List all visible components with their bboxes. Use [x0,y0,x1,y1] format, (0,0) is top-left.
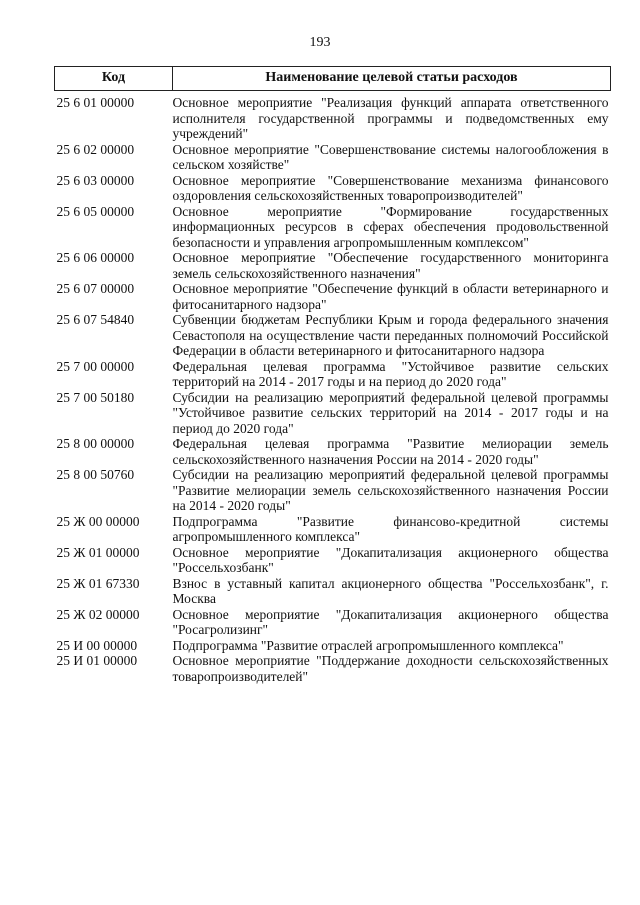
table-row [55,436,611,467]
header-code: Код [55,67,173,91]
row-name: Подпрограмма "Развитие финансово-кредитной системы агропромышленного комплекса" [172,513,609,544]
table-header-row [55,67,611,91]
page-number: 193 [309,35,331,50]
table-row [55,142,611,173]
row-name: Подпрограмма "Развитие отраслей агропромышленного комплекса" [172,637,564,653]
table-row [55,312,611,359]
row-code: 25 6 02 00000 [56,141,135,157]
row-name: Федеральная целевая программа "Развитие мелиорации земель сельскохозяйственного назначения России на 2014 - 2020 годы" [172,436,609,467]
row-code: 25 6 07 00000 [56,281,135,296]
row-code: 25 6 07 54840 [56,312,135,327]
row-code: 25 6 03 00000 [56,172,135,188]
row-name: Основное мероприятие "Обеспечение функций в области ветеринарного и фитосанитарного надзора" [172,281,609,312]
row-code: 25 И 01 00000 [56,653,138,668]
row-name: Субсидии на реализацию мероприятий федеральной целевой программы "Устойчивое развитие сельских территорий на 2014 - 2017 годы и на период до 2020 года" [172,389,609,436]
row-code: 25 7 00 50180 [56,389,135,405]
row-name: Субвенции бюджетам Республики Крым и города федерального значения Севастополя на осуществление части переданных полномочий Российской Федерации в области ветеринарного и фитосанитарного надзора [172,312,609,358]
table-row [55,576,611,607]
row-code: 25 Ж 00 00000 [56,513,140,529]
row-code: 25 6 01 00000 [56,95,135,110]
table-row [55,467,611,514]
row-code: 25 7 00 00000 [56,358,135,374]
row-name: Взнос в уставный капитал акционерного общества "Россельхозбанк", г. Москва [172,575,609,606]
row-name: Основное мероприятие "Докапитализация акционерного общества "Россельхозбанк" [172,544,609,575]
table-row [55,281,611,312]
table-row [55,514,611,545]
row-code: 25 Ж 01 00000 [56,544,140,560]
row-code: 25 8 00 00000 [56,436,135,451]
row-code: 25 6 05 00000 [56,203,135,219]
row-name: Основное мероприятие "Совершенствование системы налогообложения в сельском хозяйстве" [172,141,609,172]
row-name: Федеральная целевая программа "Устойчивое развитие сельских территорий на 2014 - 2017 годы и на период до 2020 года" [172,358,609,389]
table-row [55,95,611,142]
table-row [55,204,611,251]
table-row [55,359,611,390]
row-name: Основное мероприятие "Реализация функций аппарата ответственного исполнителя государственной программы и подведомственных ему учреждений" [172,95,609,141]
row-name: Основное мероприятие "Обеспечение государственного мониторинга земель сельскохозяйственного назначения" [172,250,609,281]
row-code: 25 6 06 00000 [56,250,135,265]
row-name: Основное мероприятие "Совершенствование механизма финансового оздоровления сельскохозяйственных товаропроизводителей" [172,172,609,203]
row-name: Основное мероприятие "Формирование государственных информационных ресурсов в сферах обеспечения продовольственной безопасности и управления агропромышленным комплексом" [172,203,609,250]
row-name: Субсидии на реализацию мероприятий федеральной целевой программы "Развитие мелиорации земель сельскохозяйственного назначения России на 2014 - 2020 годы" [172,467,609,513]
row-code: 25 8 00 50760 [56,467,135,482]
row-code: 25 Ж 02 00000 [56,606,140,622]
row-name: Основное мероприятие "Поддержание доходности сельскохозяйственных товаропроизводителей" [172,653,609,684]
table-row [55,545,611,576]
table-row [55,638,611,654]
table-row [55,607,611,638]
table-row [55,390,611,437]
budget-table [54,66,611,684]
row-code: 25 Ж 01 67330 [56,575,140,591]
row-name: Основное мероприятие "Докапитализация акционерного общества "Росагролизинг" [172,606,609,637]
table-row [55,173,611,204]
table-row [55,250,611,281]
table-body [55,91,611,685]
header-name: Наименование целевой статьи расходов [173,67,611,91]
table-row [55,653,611,684]
row-code: 25 И 00 00000 [56,637,138,653]
